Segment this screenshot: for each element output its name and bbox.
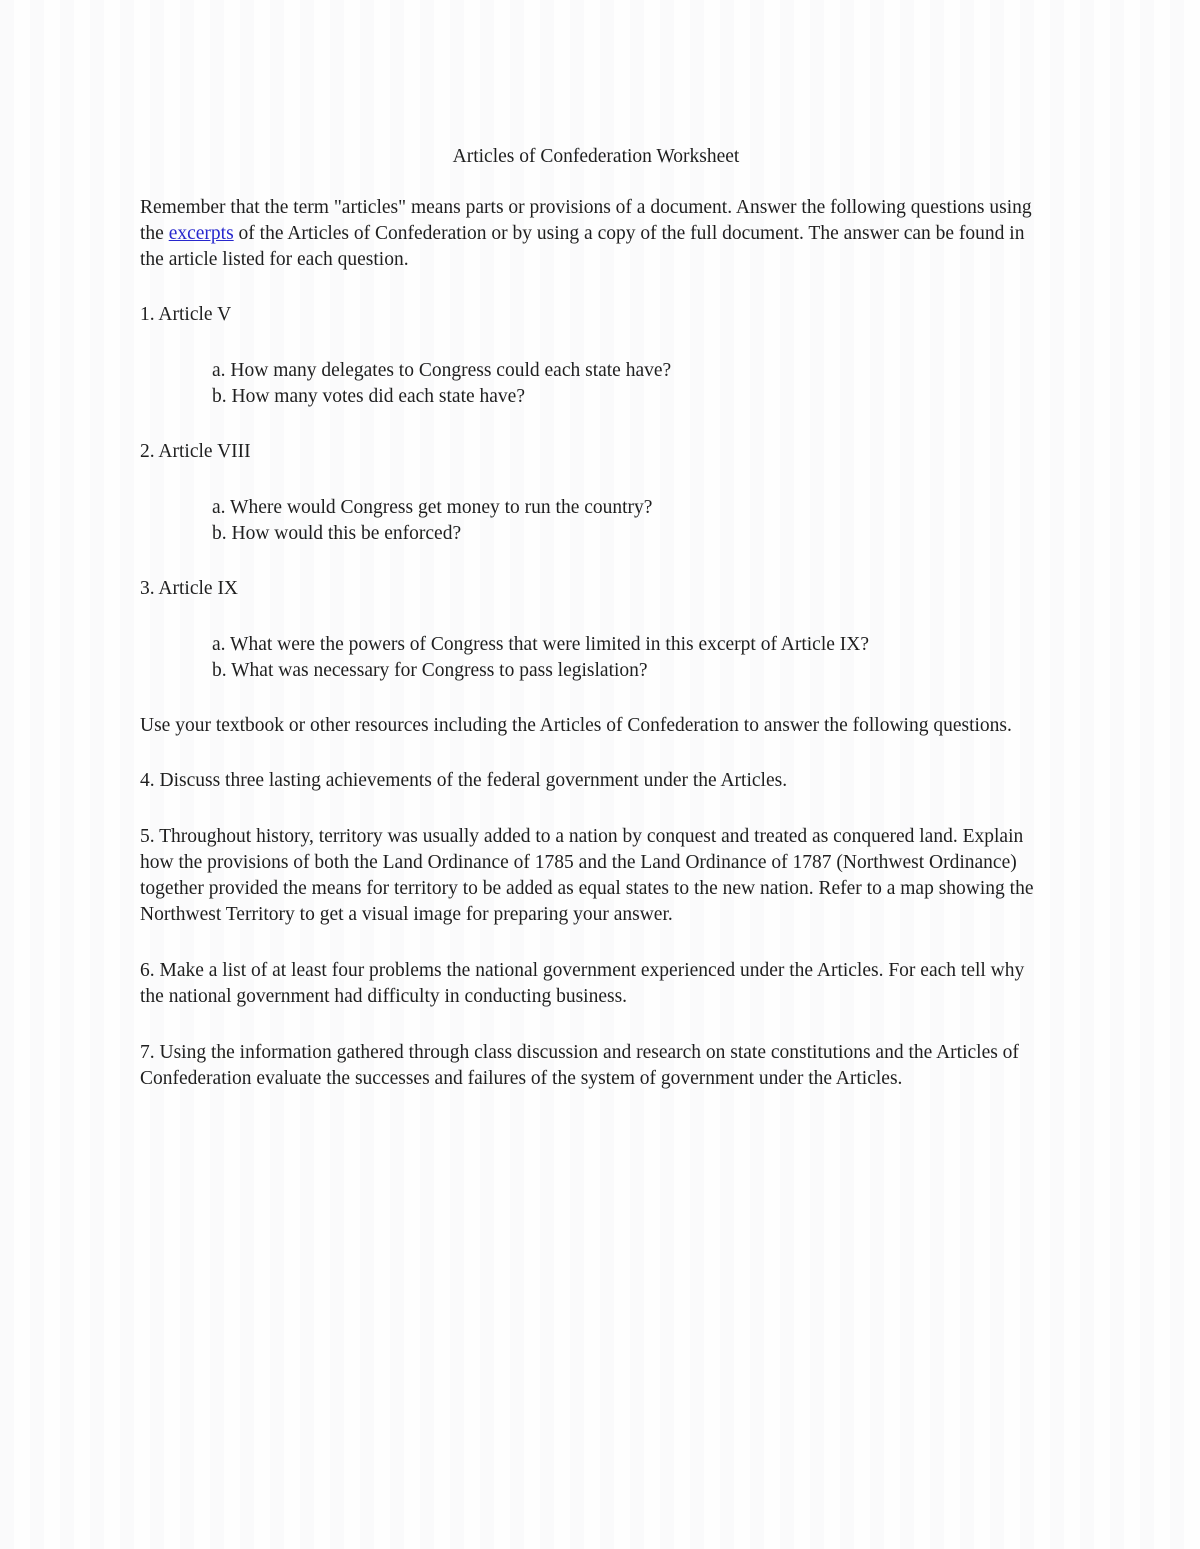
- excerpts-link[interactable]: excerpts: [168, 223, 234, 244]
- sub-question: b. How would this be enforced?: [212, 523, 462, 544]
- article-heading: 2. Article VIII: [140, 441, 251, 462]
- intro-text-before: Remember that the term "articles" means parts or provisions of a document. Answer the following questions using the: [140, 197, 1032, 244]
- article-question-2: [140, 439, 1052, 547]
- sub-question-list: [140, 358, 1052, 410]
- article-question-1: [140, 302, 1052, 410]
- article-question-3: [140, 576, 1052, 684]
- page-title: Articles of Confederation Worksheet: [452, 146, 740, 167]
- essay-question-7: 7. Using the information gathered through class discussion and research on state constitutions and the Articles of Confederation evaluate the successes and failures of the system of government under the Articles.: [140, 1042, 1019, 1089]
- article-heading: 3. Article IX: [140, 578, 239, 599]
- essay-question-5: 5. Throughout history, territory was usually added to a nation by conquest and treated as conquered land. Explain how the provisions of both the Land Ordinance of 1785 and the Land Ordinance of 1787 (Northwest Ordinance) together provided the means for territory to be added as equal states to the new nation. Refer to a map showing the Northwest Territory to get a visual image for preparing your answer.: [140, 826, 1034, 925]
- intro-paragraph: [140, 195, 1052, 273]
- instructions-paragraph: Use your textbook or other resources including the Articles of Confederation to answer the following questions.: [140, 715, 1012, 736]
- essay-question-6: 6. Make a list of at least four problems the national government experienced under the Articles. For each tell why the national government had difficulty in conducting business.: [140, 960, 1025, 1007]
- sub-question-list: [140, 495, 1052, 547]
- sub-question: a. Where would Congress get money to run the country?: [212, 497, 653, 518]
- sub-question: b. What was necessary for Congress to pass legislation?: [212, 660, 648, 681]
- essay-question-4: 4. Discuss three lasting achievements of the federal government under the Articles.: [140, 770, 788, 791]
- article-heading: 1. Article V: [140, 304, 232, 325]
- sub-question: b. How many votes did each state have?: [212, 386, 525, 407]
- sub-question-list: [140, 632, 1052, 684]
- sub-question: a. What were the powers of Congress that were limited in this excerpt of Article IX?: [212, 634, 870, 655]
- intro-text-after: of the Articles of Confederation or by using a copy of the full document. The answer can be found in the article listed for each question.: [140, 223, 1025, 270]
- sub-question: a. How many delegates to Congress could each state have?: [212, 360, 672, 381]
